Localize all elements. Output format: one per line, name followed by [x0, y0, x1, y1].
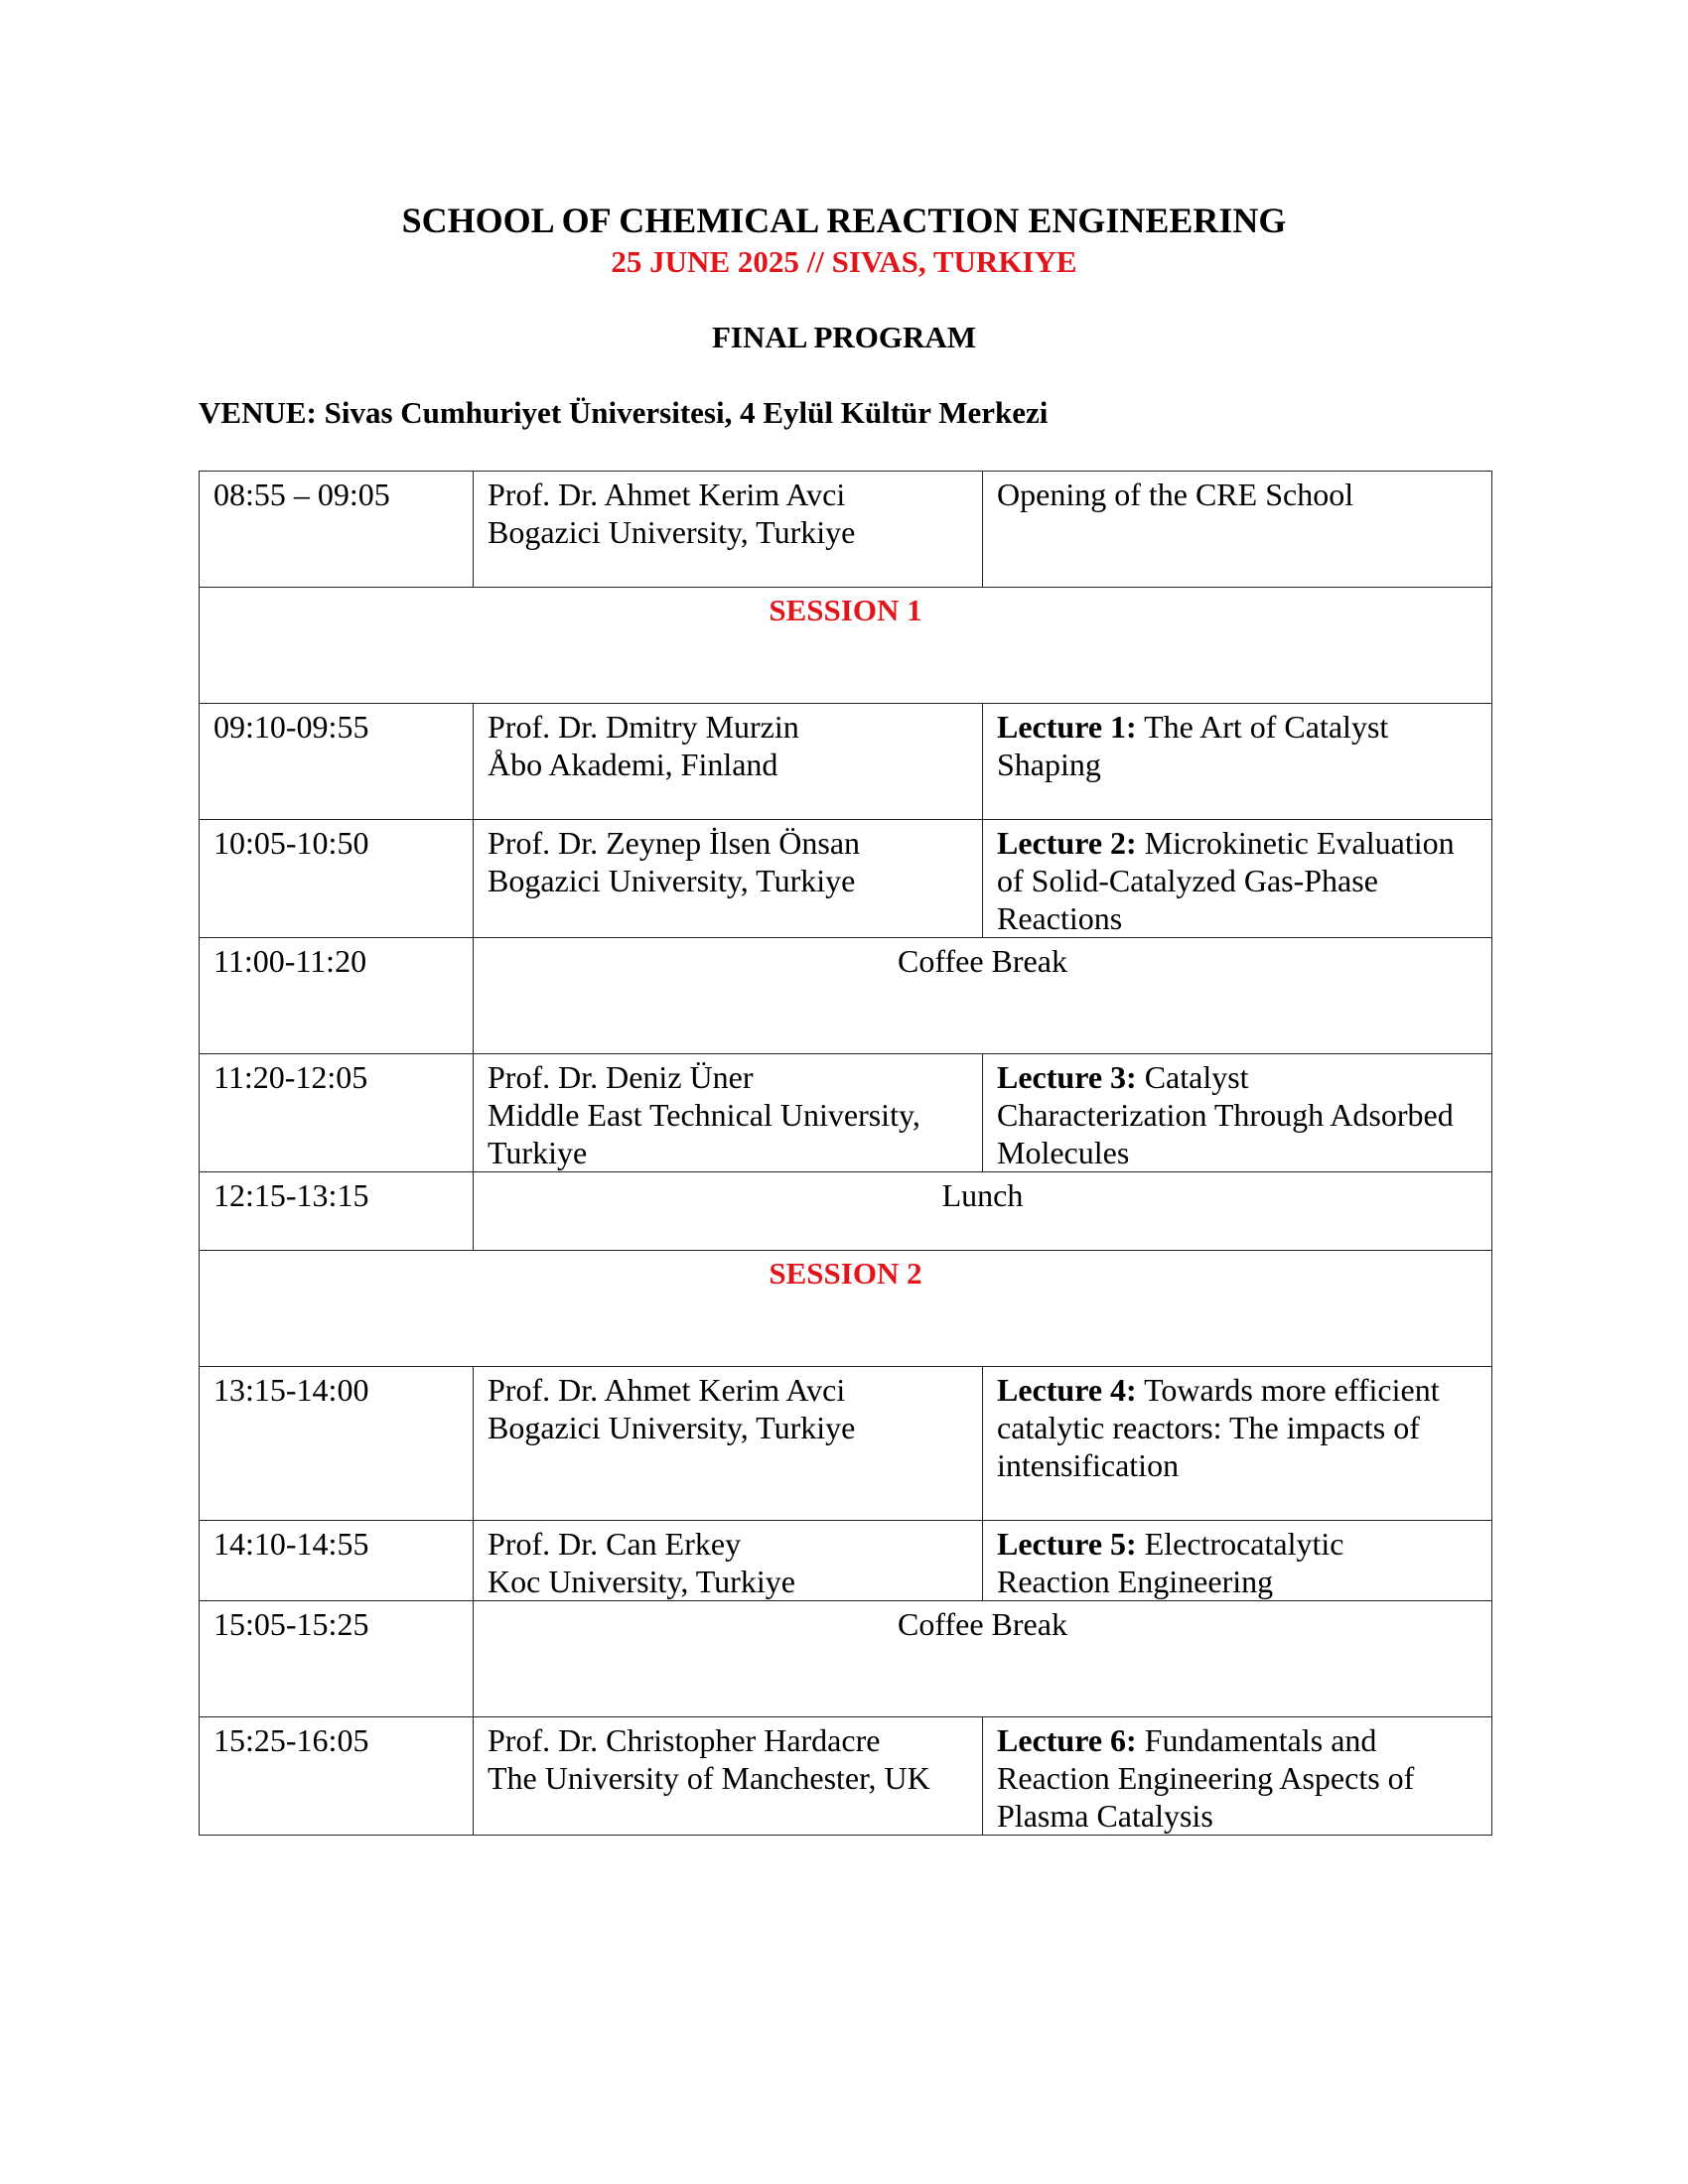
topic-cell: [983, 820, 1492, 938]
speaker-affiliation: Bogazici University, Turkiye: [488, 1410, 856, 1445]
speaker-cell: [474, 1717, 983, 1836]
session-header-row: [200, 588, 1492, 704]
lecture-title: Electrocatalytic: [1136, 1526, 1344, 1562]
page-title: SCHOOL OF CHEMICAL REACTION ENGINEERING: [401, 201, 1287, 240]
lunch-row: [200, 1172, 1492, 1251]
break-label: Coffee Break: [474, 938, 1492, 1054]
speaker-affiliation: Bogazici University, Turkiye: [488, 514, 856, 550]
speaker-affiliation: The University of Manchester, UK: [488, 1760, 930, 1796]
lecture-row: [200, 704, 1492, 820]
speaker-name: Prof. Dr. Ahmet Kerim Avci: [488, 1372, 846, 1408]
lecture-row: [200, 1054, 1492, 1172]
topic-cell: [983, 1521, 1492, 1601]
speaker-affiliation: Middle East Technical University,: [488, 1097, 920, 1133]
speaker-name: Prof. Dr. Dmitry Murzin: [488, 709, 799, 745]
lecture-title: Molecules: [997, 1135, 1130, 1170]
speaker-name: Prof. Dr. Zeynep İlsen Önsan: [488, 825, 861, 861]
speaker-name: Prof. Dr. Can Erkey: [488, 1526, 742, 1562]
speaker-affiliation: Åbo Akademi, Finland: [488, 747, 778, 782]
venue-line: VENUE: Sivas Cumhuriyet Üniversitesi, 4 Eylül Kültür Merkezi: [199, 395, 1049, 430]
topic-cell: [983, 1717, 1492, 1836]
lecture-title: Characterization Through Adsorbed: [997, 1097, 1454, 1133]
event-date-location: 25 JUNE 2025 // SIVAS, TURKIYE: [611, 244, 1077, 279]
speaker-affiliation: Koc University, Turkiye: [488, 1564, 795, 1599]
lecture-number: Lecture 6:: [997, 1722, 1137, 1758]
lecture-row: [200, 1367, 1492, 1521]
speaker-cell: [474, 472, 983, 588]
lecture-title: Reaction Engineering Aspects of: [997, 1760, 1415, 1796]
speaker-cell: [474, 704, 983, 820]
session-header-row: [200, 1251, 1492, 1367]
lecture-title: Reactions: [997, 900, 1123, 936]
lecture-number: Lecture 3:: [997, 1059, 1137, 1095]
lecture-number: Lecture 5:: [997, 1526, 1137, 1562]
time-cell: 13:15-14:00: [200, 1367, 474, 1521]
topic-cell: [983, 704, 1492, 820]
lecture-row: [200, 1717, 1492, 1836]
speaker-cell: [474, 820, 983, 938]
lecture-title: Shaping: [997, 747, 1101, 782]
session-label: SESSION 1: [200, 588, 1492, 704]
topic-cell: [983, 1054, 1492, 1172]
break-row: [200, 1601, 1492, 1717]
speaker-cell: [474, 1521, 983, 1601]
lecture-title: The Art of Catalyst: [1136, 709, 1389, 745]
time-cell: 14:10-14:55: [200, 1521, 474, 1601]
time-cell: 10:05-10:50: [200, 820, 474, 938]
lecture-row: [200, 820, 1492, 938]
time-cell: 11:20-12:05: [200, 1054, 474, 1172]
lecture-number: Lecture 2:: [997, 825, 1137, 861]
lecture-title: catalytic reactors: The impacts of: [997, 1410, 1420, 1445]
speaker-cell: [474, 1054, 983, 1172]
lecture-title: Catalyst: [1136, 1059, 1249, 1095]
speaker-affiliation: Turkiye: [488, 1135, 588, 1170]
session-label: SESSION 2: [200, 1251, 1492, 1367]
speaker-name: Prof. Dr. Christopher Hardacre: [488, 1722, 881, 1758]
time-cell: 09:10-09:55: [200, 704, 474, 820]
lecture-title: Fundamentals and: [1136, 1722, 1377, 1758]
lecture-title: Towards more efficient: [1136, 1372, 1440, 1408]
lecture-number: Lecture 1:: [997, 709, 1137, 745]
program-heading: FINAL PROGRAM: [711, 320, 977, 354]
speaker-affiliation: Bogazici University, Turkiye: [488, 863, 856, 898]
program-table: [199, 471, 1492, 1836]
time-cell: 08:55 – 09:05: [200, 472, 474, 588]
time-cell: 15:05-15:25: [200, 1601, 474, 1717]
lecture-title: Reaction Engineering: [997, 1564, 1274, 1599]
speaker-cell: [474, 1367, 983, 1521]
time-cell: 11:00-11:20: [200, 938, 474, 1054]
lunch-label: Lunch: [474, 1172, 1492, 1251]
lecture-number: Lecture 4:: [997, 1372, 1137, 1408]
break-label: Coffee Break: [474, 1601, 1492, 1717]
topic-cell: [983, 1367, 1492, 1521]
lecture-title: intensification: [997, 1447, 1180, 1483]
break-row: [200, 938, 1492, 1054]
speaker-name: Prof. Dr. Deniz Üner: [488, 1059, 754, 1095]
speaker-name: Prof. Dr. Ahmet Kerim Avci: [488, 477, 846, 512]
lecture-row: [200, 1521, 1492, 1601]
time-cell: 15:25-16:05: [200, 1717, 474, 1836]
time-cell: 12:15-13:15: [200, 1172, 474, 1251]
lecture-title: Microkinetic Evaluation: [1136, 825, 1455, 861]
topic-cell: Opening of the CRE School: [983, 472, 1492, 588]
lecture-title: Plasma Catalysis: [997, 1798, 1213, 1834]
lecture-title: of Solid-Catalyzed Gas-Phase: [997, 863, 1378, 898]
opening-row: [200, 472, 1492, 588]
